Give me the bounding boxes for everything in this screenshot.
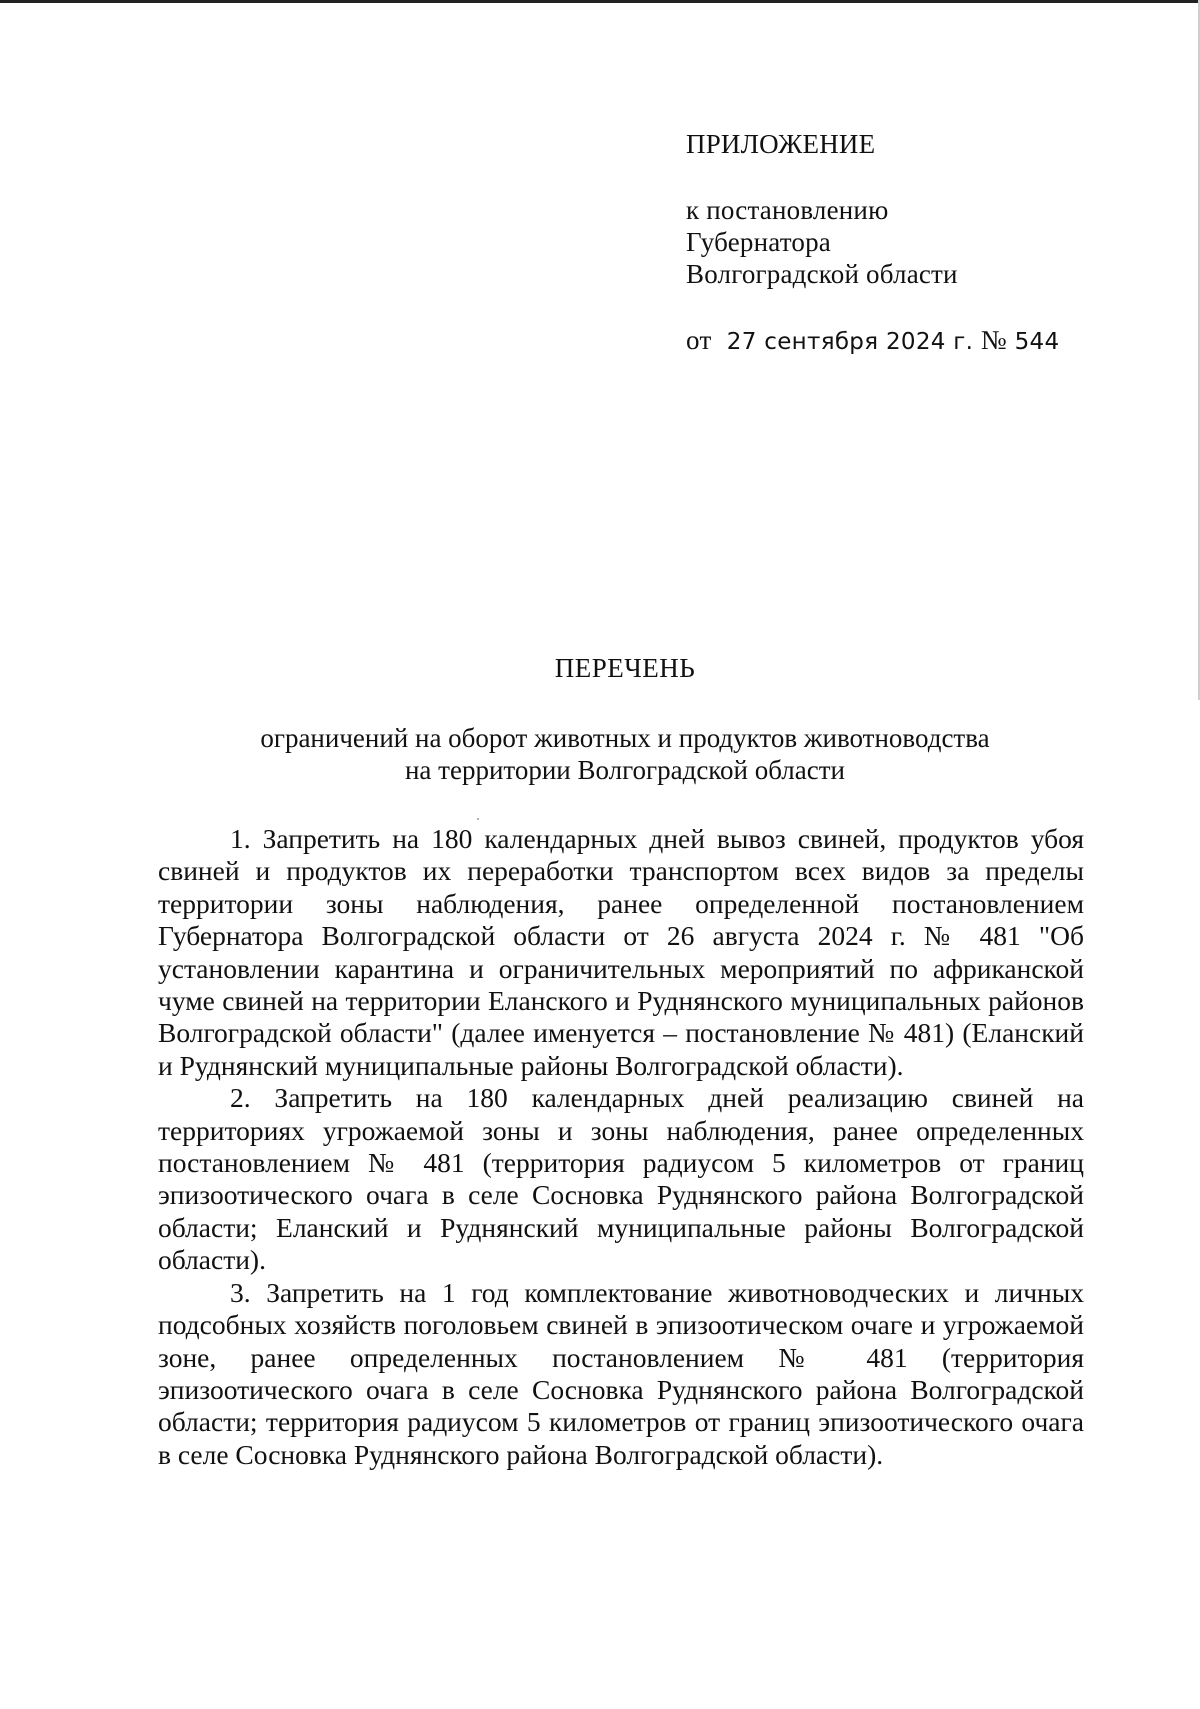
appendix-line-3: Волгоградской области xyxy=(686,259,958,289)
appendix-title: ПРИЛОЖЕНИЕ xyxy=(686,129,876,159)
date-prefix: от xyxy=(686,325,712,355)
restriction-item-2: 2. Запретить на 180 календарных дней реализацию свиней на территориях угрожаемой зоны и зоны наблюдения, ранее определенных постановлением № 481 (территория радиусом 5 километров от границ эпизоотического очага в селе Сосновка Руднянского района Волгоградской области; Еланский и Руднянский муниципальные районы Волгоградской области). xyxy=(158,1082,1084,1276)
restriction-item-1: 1. Запретить на 180 календарных дней вывоз свиней, продуктов убоя свиней и продуктов их переработки транспортом всех видов за пределы территории зоны наблюдения, ранее определенной постановлением Губернатора Волгоградской области от 26 августа 2024 г. № 481 "Об установлении карантина и ограничительных мероприятий по африканской чуме свиней на территории Еланского и Руднянского муниципальных районов Волгоградской области" (далее именуется – постановление № 481) (Еланский и Руднянский муниципальные районы Волгоградской области). xyxy=(158,823,1084,1081)
restrictions-list xyxy=(158,823,1084,1471)
scan-top-edge xyxy=(0,0,1200,3)
document-heading: ПЕРЕЧЕНЬ xyxy=(554,653,696,683)
appendix-line-1: к постановлению xyxy=(686,195,889,225)
document-subheading xyxy=(0,722,1200,786)
number-sign: № xyxy=(980,325,1007,355)
document-date: 27 сентября 2024 г. xyxy=(726,329,974,355)
subheading-line-1: ограничений на оборот животных и продуктов животноводства xyxy=(260,723,990,753)
appendix-date-line xyxy=(686,324,1059,358)
appendix-line-2: Губернатора xyxy=(686,227,831,257)
appendix-block xyxy=(686,128,1059,358)
document-number: 544 xyxy=(1014,329,1060,355)
restriction-item-3: 3. Запретить на 1 год комплектование животноводческих и личных подсобных хозяйств поголовьем свиней в эпизоотическом очаге и угрожаемой зоне, ранее определенных постановлением № 481 (территория эпизоотического очага в селе Сосновка Руднянского района Волгоградской области; территория радиусом 5 километров от границ эпизоотического очага в селе Сосновка Руднянского района Волгоградской области). xyxy=(158,1276,1084,1470)
scan-dot xyxy=(477,818,479,820)
subheading-line-2: на территории Волгоградской области xyxy=(404,755,845,785)
